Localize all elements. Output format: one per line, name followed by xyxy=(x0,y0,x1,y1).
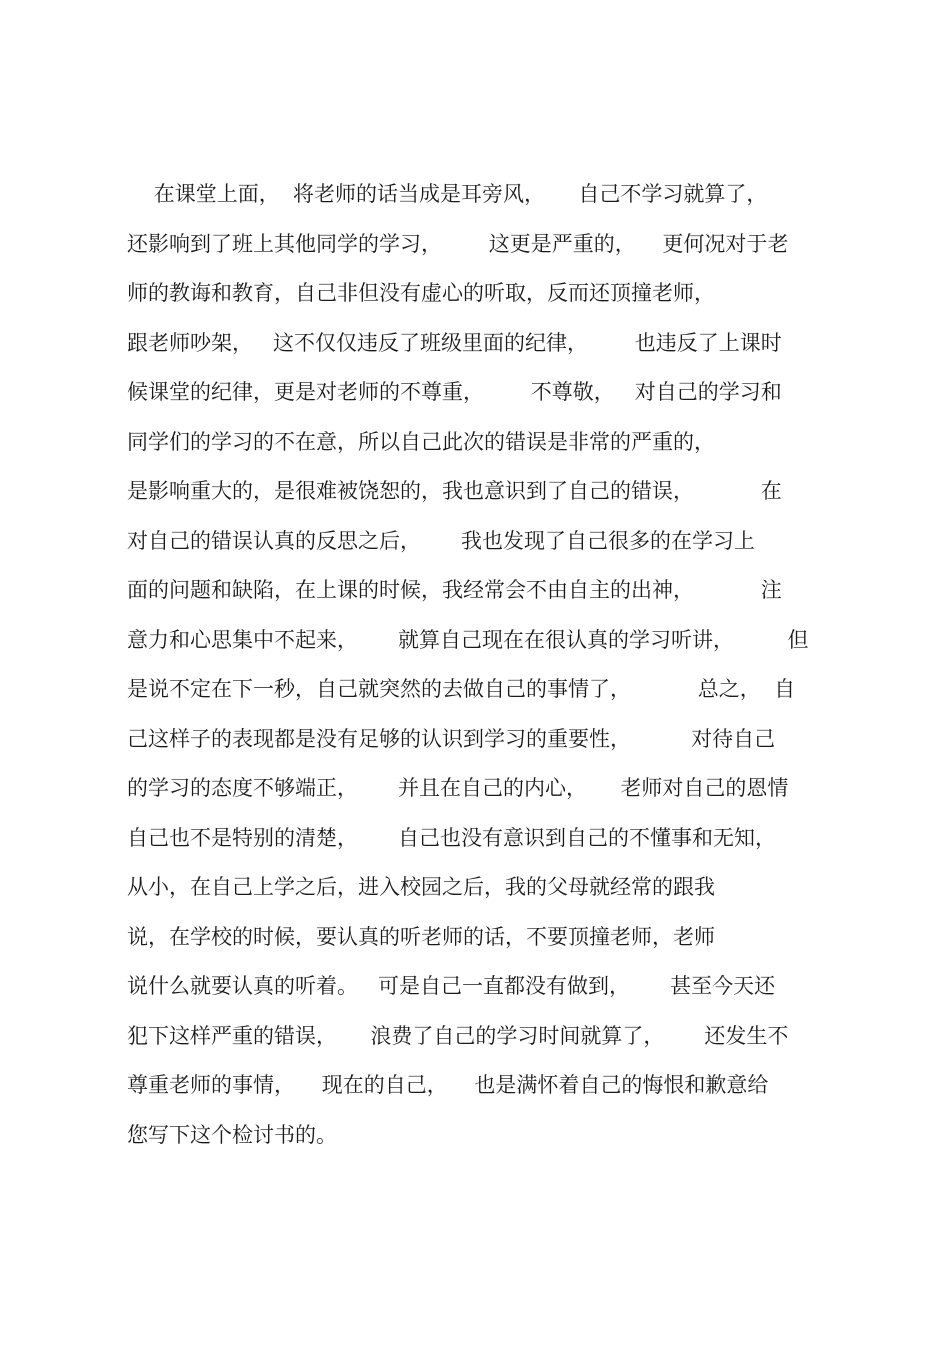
text-line: 是说不定在下一秒，自己就突然的去做自己的事情了， 总之， 自 xyxy=(127,677,796,701)
text-line: 尊重老师的事情， 现在的自己， 也是满怀着自己的悔恨和歉意给 xyxy=(127,1073,769,1097)
text-line: 师的教诲和教育，自己非但没有虚心的听取，反而还顶撞老师， xyxy=(127,281,715,305)
text-line: 您写下这个检讨书的。 xyxy=(127,1122,337,1147)
text-line: 候课堂的纪律，更是对老师的不尊重， 不尊敬， 对自己的学习和 xyxy=(127,380,782,404)
text-line: 自己也不是特别的清楚， 自己也没有意识到自己的不懂事和无知， xyxy=(127,825,777,850)
text-line: 对自己的错误认真的反思之后， 我也发现了自己很多的在学习上 xyxy=(127,528,756,553)
text-line: 还影响到了班上其他同学的学习， 这更是严重的， 更何况对于老 xyxy=(127,231,789,256)
text-line: 说什么就要认真的听着。 可是自己一直都没有做到， 甚至今天还 xyxy=(127,974,776,998)
text-line: 同学们的学习的不在意，所以自己此次的错误是非常的严重的， xyxy=(127,429,715,454)
text-line: 说，在学校的时候，要认真的听老师的话，不要顶撞老师，老师 xyxy=(127,924,715,949)
text-line: 是影响重大的，是很难被饶恕的，我也意识到了自己的错误， 在 xyxy=(127,479,782,503)
body-text xyxy=(127,170,837,1160)
text-line: 从小，在自己上学之后，进入校园之后，我的父母就经常的跟我 xyxy=(127,875,715,899)
text-line: 在课堂上面， 将老师的话当成是耳旁风， 自己不学习就算了， xyxy=(127,182,768,206)
text-line: 己这样子的表现都是没有足够的认识到学习的重要性， 对待自己 xyxy=(127,726,776,751)
text-line: 犯下这样严重的错误， 浪费了自己的学习时间就算了， 还发生不 xyxy=(127,1023,789,1048)
text-line: 面的问题和缺陷，在上课的时候，我经常会不由自主的出神， 注 xyxy=(127,578,782,602)
text-line: 跟老师吵架， 这不仅仅违反了班级里面的纪律， 也违反了上课时 xyxy=(127,330,782,355)
text-line: 的学习的态度不够端正， 并且在自己的内心， 老师对自己的恩情 xyxy=(127,776,789,800)
text-line: 意力和心思集中不起来， 就算自己现在在很认真的学习听讲， 但 xyxy=(127,627,809,652)
